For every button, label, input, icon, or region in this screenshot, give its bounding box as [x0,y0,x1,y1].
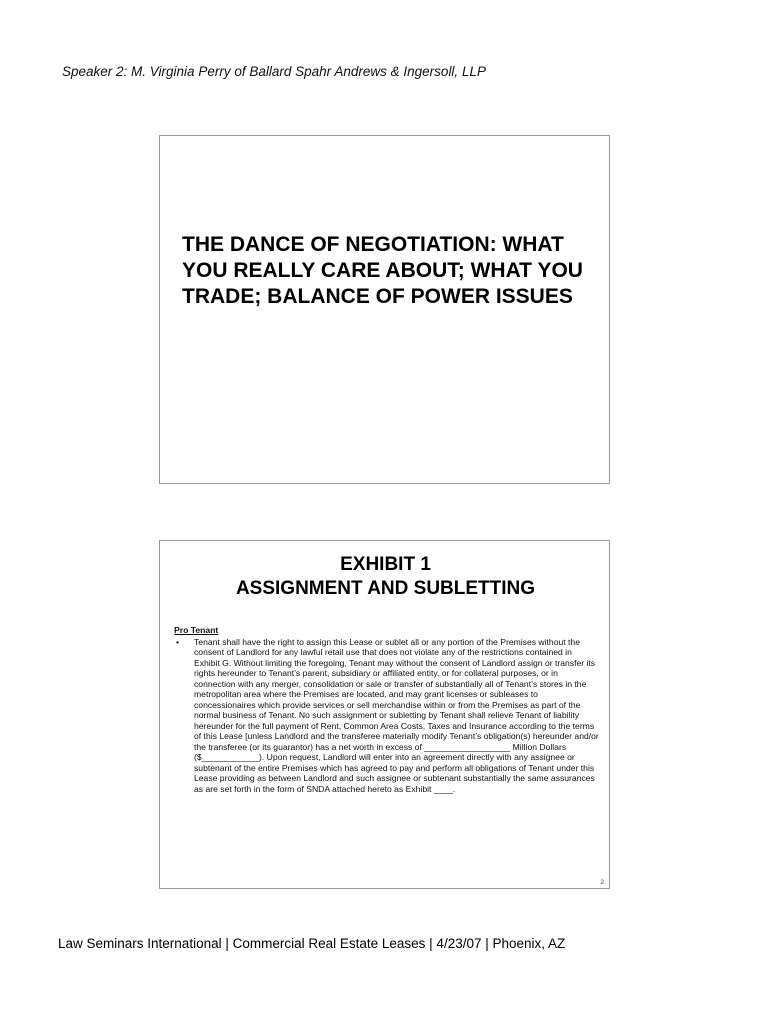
bullet-icon: • [176,636,180,647]
bullet-item [174,637,599,795]
bullet-text: Tenant shall have the right to assign this Lease or sublet all or any portion of the Premises without the consent of Landlord for any lawful retail use that does not violate any of the restrictions contained in Exhibit G. Without limiting the foregoing, Tenant may without the consent of Landlord assign or transfer its rights hereunder to Tenant’s parent, subsidiary or affiliated entity, or for collateral purposes, or in connection with any merger, consolidation or sale or transfer of substantially all of Tenant’s stores in the metropolitan area where the Premises are located, and may grant licenses or subleases to concessionaires which provide services or sell merchandise within or from the Premises as part of the normal business of Tenant. No such assignment or subletting by Tenant shall relieve Tenant of liability hereunder for the full payment of Rent, Common Area Costs, Taxes and Insurance according to the terms of this Lease [unless Landlord and the transferee materially modify Tenant’s obligation(s) hereunder and/or the transferee (or its guarantor) has a net worth in excess of __________________ Million Dollars ($____________). Upon request, Landlord will enter into an agreement directly with any assignee or subtenant of the entire Premises which has agreed to pay and perform all obligations of Tenant under this Lease providing as between Landlord and such assignee or subtenant substantially the same assurances as are set forth in the form of SNDA attached hereto as Exhibit ____. [194,636,599,794]
exhibit-subtitle: ASSIGNMENT AND SUBLETTING [235,578,536,599]
speaker-line: Speaker 2: M. Virginia Perry of Ballard Spahr Andrews & Ingersoll, LLP [62,64,486,79]
slide-1 [159,135,610,484]
slide-2-body [174,625,599,794]
slide-1-title: THE DANCE OF NEGOTIATION: WHAT YOU REALLY CARE ABOUT; WHAT YOU TRADE; BALANCE OF POWER ISSUES [182,233,583,308]
page-number: 2 [600,879,604,886]
footer: Law Seminars International | Commercial Real Estate Leases | 4/23/07 | Phoenix, AZ [58,936,566,951]
section-label: Pro Tenant [174,625,219,635]
exhibit-label: EXHIBIT 1 [340,554,431,575]
slide-2 [159,540,610,889]
slide-2-heading [160,553,611,601]
